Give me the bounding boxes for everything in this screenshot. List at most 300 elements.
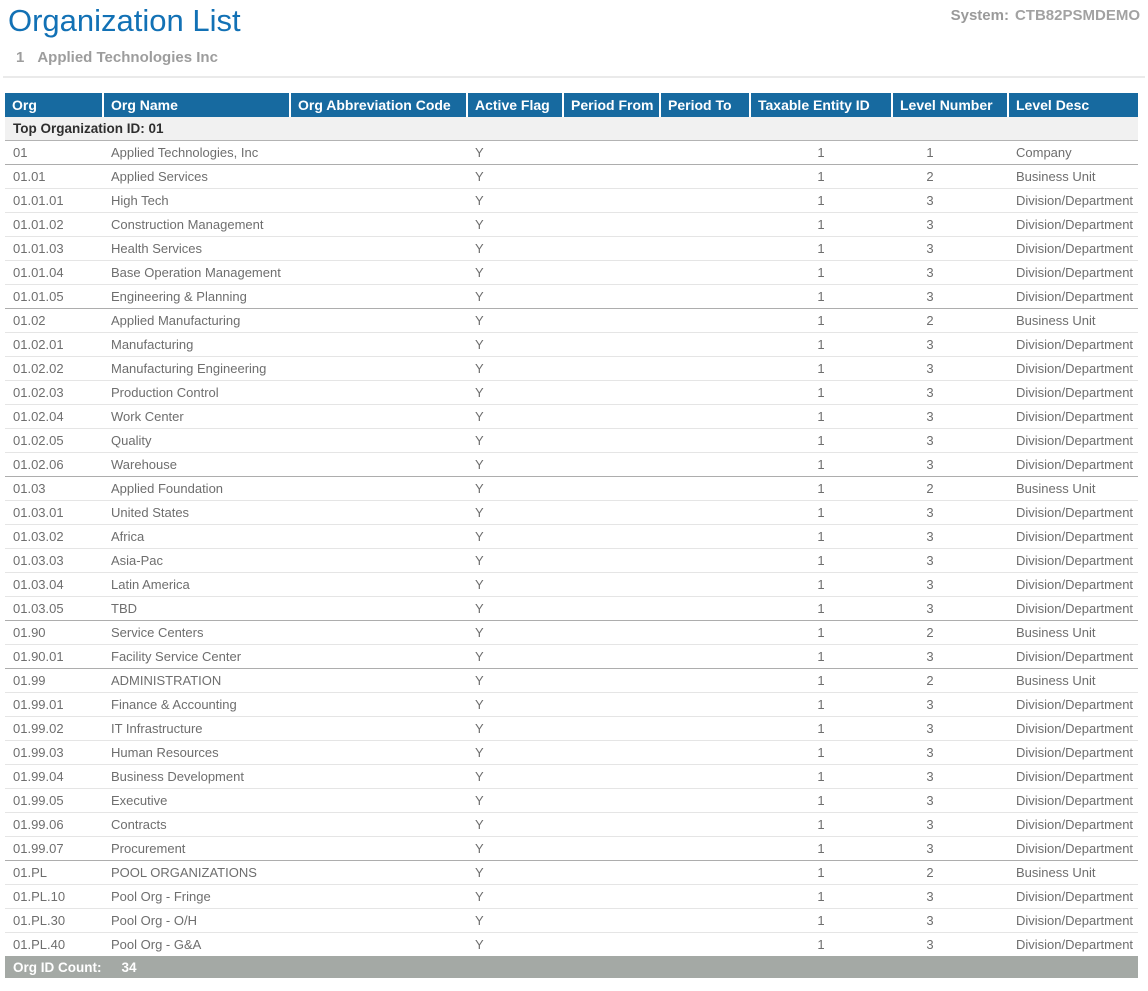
cell-desc: Division/Department <box>1008 236 1138 260</box>
cell-desc: Business Unit <box>1008 860 1138 884</box>
cell-abbr <box>290 452 467 476</box>
report-subtitle <box>0 40 1148 67</box>
column-header-name: Org Name <box>103 93 290 117</box>
cell-to <box>660 860 750 884</box>
cell-taxable: 1 <box>750 860 892 884</box>
table-row <box>5 740 1138 764</box>
cell-to <box>660 716 750 740</box>
cell-to <box>660 236 750 260</box>
cell-to <box>660 884 750 908</box>
cell-to <box>660 836 750 860</box>
cell-from <box>563 716 660 740</box>
cell-level: 3 <box>892 404 1008 428</box>
cell-name: Pool Org - Fringe <box>103 884 290 908</box>
cell-name: Production Control <box>103 380 290 404</box>
cell-level: 3 <box>892 524 1008 548</box>
group-header-label: Top Organization ID: 01 <box>5 117 1138 140</box>
cell-desc: Division/Department <box>1008 764 1138 788</box>
cell-level: 3 <box>892 236 1008 260</box>
cell-abbr <box>290 476 467 500</box>
cell-desc: Division/Department <box>1008 716 1138 740</box>
cell-from <box>563 260 660 284</box>
cell-taxable: 1 <box>750 620 892 644</box>
cell-taxable: 1 <box>750 212 892 236</box>
cell-org: 01.PL.40 <box>5 932 103 956</box>
table-row <box>5 788 1138 812</box>
cell-name: Finance & Accounting <box>103 692 290 716</box>
cell-abbr <box>290 764 467 788</box>
cell-org: 01.90.01 <box>5 644 103 668</box>
cell-level: 2 <box>892 476 1008 500</box>
cell-taxable: 1 <box>750 380 892 404</box>
cell-org: 01.03.04 <box>5 572 103 596</box>
table-row <box>5 644 1138 668</box>
cell-active: Y <box>467 236 563 260</box>
table-row <box>5 284 1138 308</box>
cell-to <box>660 812 750 836</box>
cell-abbr <box>290 884 467 908</box>
cell-active: Y <box>467 860 563 884</box>
cell-taxable: 1 <box>750 812 892 836</box>
cell-from <box>563 836 660 860</box>
cell-desc: Division/Department <box>1008 332 1138 356</box>
cell-name: Facility Service Center <box>103 644 290 668</box>
cell-name: POOL ORGANIZATIONS <box>103 860 290 884</box>
cell-org: 01.99.02 <box>5 716 103 740</box>
cell-abbr <box>290 788 467 812</box>
cell-desc: Division/Department <box>1008 812 1138 836</box>
table-row <box>5 500 1138 524</box>
cell-desc: Division/Department <box>1008 788 1138 812</box>
group-header-row <box>5 117 1138 140</box>
cell-abbr <box>290 260 467 284</box>
cell-to <box>660 308 750 332</box>
cell-from <box>563 188 660 212</box>
cell-taxable: 1 <box>750 308 892 332</box>
cell-from <box>563 428 660 452</box>
cell-org: 01.99.06 <box>5 812 103 836</box>
cell-taxable: 1 <box>750 788 892 812</box>
cell-level: 3 <box>892 812 1008 836</box>
cell-taxable: 1 <box>750 836 892 860</box>
cell-abbr <box>290 164 467 188</box>
cell-to <box>660 572 750 596</box>
table-row <box>5 668 1138 692</box>
cell-level: 3 <box>892 452 1008 476</box>
cell-org: 01.02.02 <box>5 356 103 380</box>
cell-from <box>563 212 660 236</box>
cell-org: 01.03.05 <box>5 596 103 620</box>
cell-taxable: 1 <box>750 284 892 308</box>
cell-taxable: 1 <box>750 476 892 500</box>
cell-abbr <box>290 380 467 404</box>
cell-to <box>660 380 750 404</box>
cell-abbr <box>290 356 467 380</box>
column-header-org: Org <box>5 93 103 117</box>
cell-taxable: 1 <box>750 764 892 788</box>
cell-name: High Tech <box>103 188 290 212</box>
cell-name: Construction Management <box>103 212 290 236</box>
cell-abbr <box>290 644 467 668</box>
cell-taxable: 1 <box>750 452 892 476</box>
cell-name: United States <box>103 500 290 524</box>
cell-org: 01.02.01 <box>5 332 103 356</box>
cell-level: 2 <box>892 308 1008 332</box>
cell-name: IT Infrastructure <box>103 716 290 740</box>
cell-to <box>660 140 750 164</box>
cell-name: Human Resources <box>103 740 290 764</box>
cell-from <box>563 788 660 812</box>
cell-from <box>563 380 660 404</box>
table-row <box>5 428 1138 452</box>
cell-active: Y <box>475 144 484 160</box>
cell-abbr <box>290 140 467 164</box>
cell-level: 3 <box>892 716 1008 740</box>
cell-desc: Division/Department <box>1008 740 1138 764</box>
cell-from <box>563 932 660 956</box>
table-row <box>5 260 1138 284</box>
cell-name: Health Services <box>103 236 290 260</box>
cell-active: Y <box>467 764 563 788</box>
cell-org: 01.99.03 <box>5 740 103 764</box>
cell-to <box>660 332 750 356</box>
cell-level: 3 <box>892 692 1008 716</box>
cell-active: Y <box>467 308 563 332</box>
table-row <box>5 164 1138 188</box>
cell-taxable: 1 <box>750 572 892 596</box>
cell-level: 3 <box>892 332 1008 356</box>
cell-active: Y <box>467 284 563 308</box>
cell-active: Y <box>467 836 563 860</box>
cell-desc: Division/Department <box>1008 644 1138 668</box>
cell-from <box>563 860 660 884</box>
cell-active: Y <box>467 668 563 692</box>
cell-to <box>660 476 750 500</box>
cell-desc: Division/Department <box>1008 596 1138 620</box>
cell-to <box>660 212 750 236</box>
cell-from <box>563 524 660 548</box>
cell-abbr <box>290 500 467 524</box>
cell-org: 01.01.04 <box>5 260 103 284</box>
cell-org: 01.01.05 <box>5 284 103 308</box>
column-header-level: Level Number <box>892 93 1008 117</box>
cell-level: 3 <box>892 380 1008 404</box>
cell-abbr <box>290 716 467 740</box>
table-row <box>5 836 1138 860</box>
cell-active: Y <box>467 572 563 596</box>
cell-level: 2 <box>892 620 1008 644</box>
cell-desc: Business Unit <box>1008 620 1138 644</box>
cell-org: 01.99.07 <box>5 836 103 860</box>
cell-active: Y <box>467 596 563 620</box>
cell-desc: Division/Department <box>1008 692 1138 716</box>
cell-active: Y <box>467 500 563 524</box>
cell-name: Applied Services <box>103 164 290 188</box>
table-row <box>5 764 1138 788</box>
cell-active: Y <box>467 548 563 572</box>
cell-abbr <box>290 860 467 884</box>
cell-name: Warehouse <box>103 452 290 476</box>
cell-level: 3 <box>892 260 1008 284</box>
table-row <box>5 476 1138 500</box>
table-row <box>5 452 1138 476</box>
cell-active: Y <box>467 524 563 548</box>
cell-to <box>660 740 750 764</box>
cell-desc: Business Unit <box>1008 476 1138 500</box>
cell-active: Y <box>467 452 563 476</box>
cell-to <box>660 188 750 212</box>
cell-name: ADMINISTRATION <box>103 668 290 692</box>
cell-to <box>660 620 750 644</box>
cell-active: Y <box>467 884 563 908</box>
cell-abbr <box>290 596 467 620</box>
table-row <box>5 236 1138 260</box>
cell-to <box>660 644 750 668</box>
table-row <box>5 692 1138 716</box>
footer-row <box>5 956 1138 978</box>
cell-org: 01.01.02 <box>5 212 103 236</box>
table-row <box>5 548 1138 572</box>
cell-abbr <box>290 188 467 212</box>
cell-abbr <box>290 740 467 764</box>
cell-from <box>563 740 660 764</box>
table-row <box>5 404 1138 428</box>
cell-taxable: 1 <box>750 668 892 692</box>
cell-name: Work Center <box>103 404 290 428</box>
cell-desc: Division/Department <box>1008 548 1138 572</box>
cell-from <box>563 308 660 332</box>
cell-level: 3 <box>892 884 1008 908</box>
org-count-value: 34 <box>121 959 137 975</box>
cell-taxable: 1 <box>817 144 825 160</box>
cell-org: 01.PL <box>5 860 103 884</box>
cell-active: Y <box>467 620 563 644</box>
cell-level: 1 <box>926 144 934 160</box>
cell-to <box>660 764 750 788</box>
cell-active: Y <box>467 380 563 404</box>
cell-desc: Division/Department <box>1008 908 1138 932</box>
cell-org: 01.01.03 <box>5 236 103 260</box>
cell-level: 3 <box>892 188 1008 212</box>
cell-active: Y <box>467 740 563 764</box>
cell-name: Applied Technologies, Inc <box>111 144 259 160</box>
cell-from <box>563 332 660 356</box>
cell-name: Manufacturing Engineering <box>103 356 290 380</box>
cell-to <box>660 356 750 380</box>
table-row <box>5 140 1138 164</box>
cell-level: 3 <box>892 788 1008 812</box>
cell-abbr <box>290 524 467 548</box>
cell-taxable: 1 <box>750 164 892 188</box>
cell-name: Business Development <box>103 764 290 788</box>
cell-abbr <box>290 668 467 692</box>
cell-taxable: 1 <box>750 548 892 572</box>
cell-active: Y <box>467 908 563 932</box>
cell-from <box>563 548 660 572</box>
cell-org: 01.99.05 <box>5 788 103 812</box>
cell-active: Y <box>467 932 563 956</box>
cell-name: Quality <box>103 428 290 452</box>
cell-taxable: 1 <box>750 332 892 356</box>
cell-desc: Business Unit <box>1008 668 1138 692</box>
cell-to <box>660 452 750 476</box>
cell-to <box>660 260 750 284</box>
cell-abbr <box>290 428 467 452</box>
cell-active: Y <box>467 164 563 188</box>
cell-active: Y <box>467 692 563 716</box>
cell-level: 3 <box>892 764 1008 788</box>
cell-to <box>660 284 750 308</box>
cell-from <box>563 284 660 308</box>
cell-org: 01.02.06 <box>5 452 103 476</box>
cell-org: 01.01.01 <box>5 188 103 212</box>
cell-taxable: 1 <box>750 908 892 932</box>
cell-active: Y <box>467 476 563 500</box>
cell-taxable: 1 <box>750 236 892 260</box>
cell-org: 01.99 <box>5 668 103 692</box>
cell-abbr <box>290 308 467 332</box>
cell-level: 3 <box>892 548 1008 572</box>
cell-abbr <box>290 692 467 716</box>
cell-abbr <box>290 620 467 644</box>
cell-from <box>563 452 660 476</box>
cell-taxable: 1 <box>750 356 892 380</box>
cell-desc: Division/Department <box>1008 380 1138 404</box>
cell-desc: Division/Department <box>1008 884 1138 908</box>
cell-from <box>563 812 660 836</box>
report-header <box>0 0 1148 40</box>
cell-level: 3 <box>892 908 1008 932</box>
cell-org: 01.01 <box>5 164 103 188</box>
table-row <box>5 308 1138 332</box>
cell-desc: Division/Department <box>1008 284 1138 308</box>
cell-active: Y <box>467 356 563 380</box>
cell-name: Asia-Pac <box>103 548 290 572</box>
cell-desc: Division/Department <box>1008 932 1138 956</box>
cell-level: 3 <box>892 500 1008 524</box>
cell-from <box>563 668 660 692</box>
cell-org: 01.90 <box>5 620 103 644</box>
cell-taxable: 1 <box>750 596 892 620</box>
cell-desc: Division/Department <box>1008 836 1138 860</box>
cell-taxable: 1 <box>750 500 892 524</box>
column-header-active: Active Flag <box>467 93 563 117</box>
cell-level: 3 <box>892 212 1008 236</box>
cell-abbr <box>290 212 467 236</box>
cell-abbr <box>290 548 467 572</box>
cell-to <box>660 428 750 452</box>
cell-name: Applied Manufacturing <box>103 308 290 332</box>
cell-from <box>563 620 660 644</box>
org-count-label: Org ID Count: <box>13 959 102 975</box>
table-row <box>5 908 1138 932</box>
cell-from <box>563 140 660 164</box>
cell-level: 3 <box>892 428 1008 452</box>
cell-level: 2 <box>892 668 1008 692</box>
subtitle-index: 1 <box>16 49 25 66</box>
cell-to <box>660 500 750 524</box>
cell-org: 01 <box>13 144 28 160</box>
cell-level: 3 <box>892 596 1008 620</box>
cell-taxable: 1 <box>750 260 892 284</box>
cell-to <box>660 668 750 692</box>
cell-abbr <box>290 812 467 836</box>
header-row <box>5 93 1138 117</box>
cell-abbr <box>290 572 467 596</box>
cell-name: Pool Org - G&A <box>103 932 290 956</box>
cell-name: Africa <box>103 524 290 548</box>
cell-taxable: 1 <box>750 716 892 740</box>
cell-desc: Business Unit <box>1008 308 1138 332</box>
cell-abbr <box>290 236 467 260</box>
cell-taxable: 1 <box>750 428 892 452</box>
cell-abbr <box>290 284 467 308</box>
cell-active: Y <box>467 260 563 284</box>
cell-org: 01.02.05 <box>5 428 103 452</box>
column-header-from: Period From <box>563 93 660 117</box>
cell-active: Y <box>467 212 563 236</box>
subtitle-divider <box>3 76 1145 78</box>
cell-from <box>563 692 660 716</box>
cell-abbr <box>290 932 467 956</box>
cell-name: Applied Foundation <box>103 476 290 500</box>
cell-from <box>563 596 660 620</box>
cell-desc: Division/Department <box>1008 452 1138 476</box>
subtitle-name: Applied Technologies Inc <box>37 49 218 66</box>
page-title: Organization List <box>8 3 241 38</box>
cell-desc: Division/Department <box>1008 212 1138 236</box>
cell-desc: Division/Department <box>1008 260 1138 284</box>
table-row <box>5 212 1138 236</box>
cell-to <box>660 908 750 932</box>
cell-level: 3 <box>892 836 1008 860</box>
table-row <box>5 332 1138 356</box>
cell-org: 01.99.04 <box>5 764 103 788</box>
cell-to <box>660 788 750 812</box>
cell-level: 2 <box>892 164 1008 188</box>
cell-from <box>563 884 660 908</box>
cell-desc: Division/Department <box>1008 524 1138 548</box>
cell-level: 3 <box>892 740 1008 764</box>
organization-table <box>5 93 1138 978</box>
cell-name: Engineering & Planning <box>103 284 290 308</box>
cell-desc: Division/Department <box>1008 428 1138 452</box>
column-header-taxable: Taxable Entity ID <box>750 93 892 117</box>
cell-taxable: 1 <box>750 932 892 956</box>
cell-level: 3 <box>892 644 1008 668</box>
cell-taxable: 1 <box>750 404 892 428</box>
cell-taxable: 1 <box>750 188 892 212</box>
cell-name: Procurement <box>103 836 290 860</box>
table-row <box>5 524 1138 548</box>
cell-desc: Division/Department <box>1008 188 1138 212</box>
cell-to <box>660 164 750 188</box>
table-body <box>5 140 1138 956</box>
table-row <box>5 356 1138 380</box>
cell-name: Latin America <box>103 572 290 596</box>
cell-level: 2 <box>892 860 1008 884</box>
cell-active: Y <box>467 332 563 356</box>
cell-org: 01.99.01 <box>5 692 103 716</box>
cell-from <box>563 476 660 500</box>
cell-from <box>563 356 660 380</box>
cell-org: 01.03 <box>5 476 103 500</box>
system-label: System: <box>950 7 1009 24</box>
cell-desc: Company <box>1016 144 1072 160</box>
cell-taxable: 1 <box>750 884 892 908</box>
cell-to <box>660 524 750 548</box>
cell-org: 01.03.01 <box>5 500 103 524</box>
